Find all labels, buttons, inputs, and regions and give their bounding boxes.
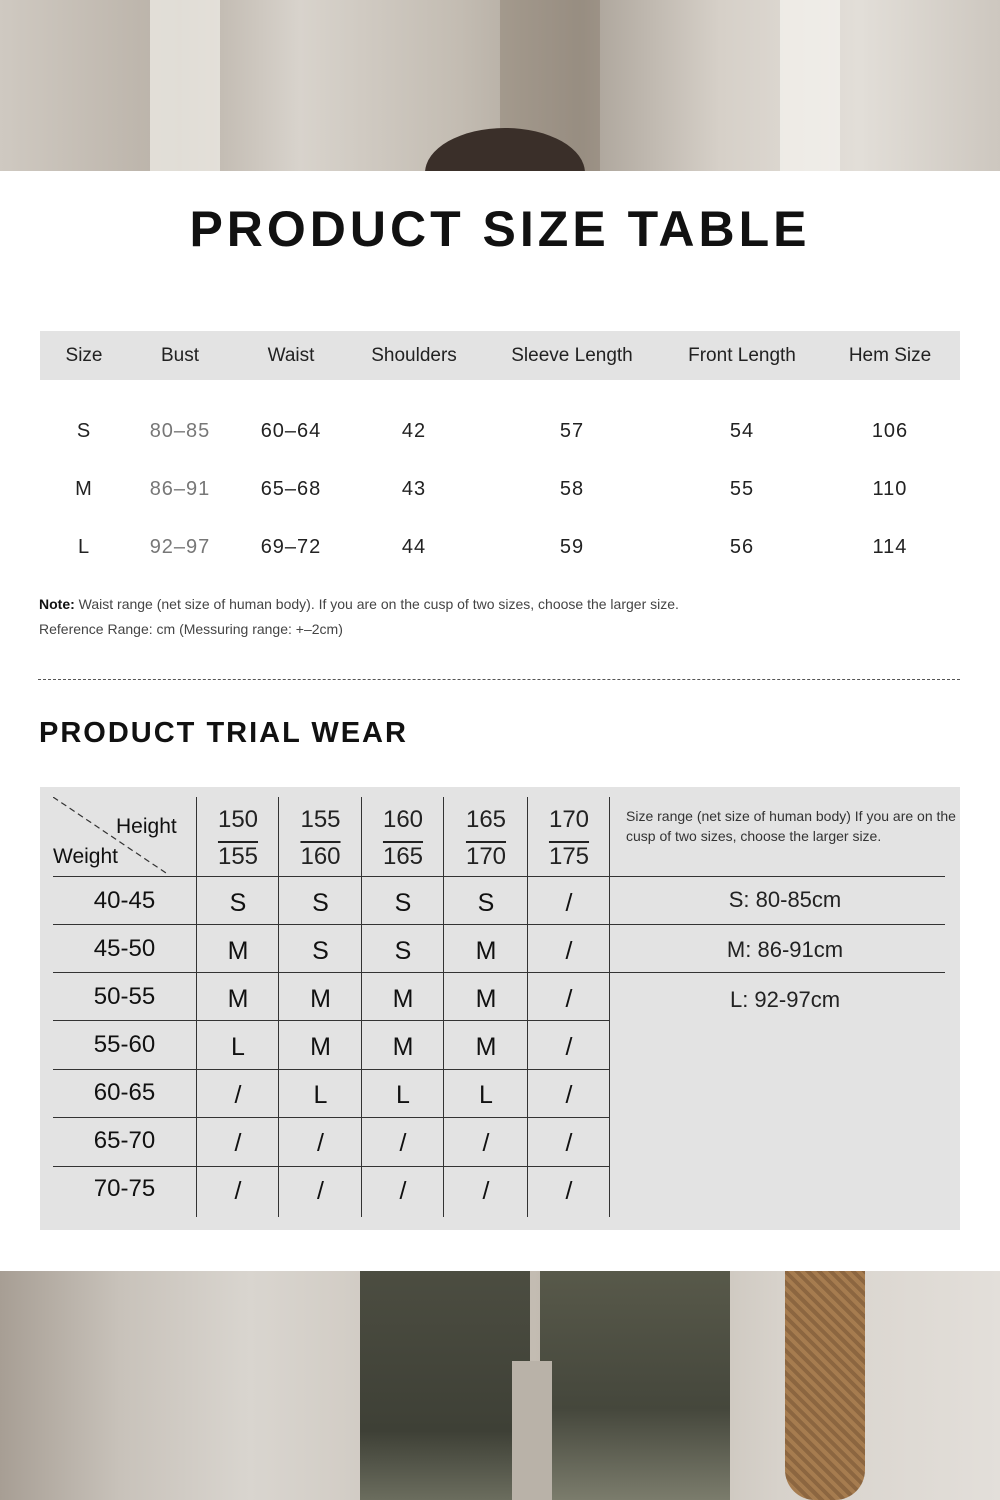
cell-sleeve-length: 57	[559, 420, 585, 442]
cell-sleeve-length: 58	[559, 478, 585, 500]
recommended-size-cell: S	[229, 889, 247, 917]
recommended-size-cell: L	[313, 1081, 328, 1109]
weight-row-label: 50-55	[93, 983, 156, 1010]
recommended-size-cell: S	[394, 889, 412, 917]
recommended-size-cell: M	[475, 937, 497, 965]
height-to: 160	[300, 843, 341, 870]
recommended-size-cell: /	[565, 985, 573, 1013]
recommended-size-cell: /	[565, 1129, 573, 1157]
header-sleeve-length: Sleeve Length	[511, 345, 633, 366]
recommended-size-cell: /	[565, 1081, 573, 1109]
weight-row-label: 70-75	[93, 1175, 156, 1202]
size-note	[39, 596, 679, 612]
top-photo	[0, 0, 1000, 171]
note-text: Waist range (net size of human body). If you are on the cusp of two sizes, choose the larger size.	[74, 596, 679, 612]
weight-row-label: 65-70	[93, 1127, 156, 1154]
corner-weight-label: Weight	[53, 845, 118, 868]
size-range-l: L: 92-97cm	[729, 987, 841, 1012]
cell-bust: 80–85	[149, 420, 211, 442]
height-to: 165	[382, 843, 424, 870]
recommended-size-cell: M	[310, 1033, 331, 1061]
cell-size: S	[76, 420, 92, 442]
recommended-size-cell: M	[310, 985, 331, 1013]
trial-wear-title: PRODUCT TRIAL WEAR	[39, 717, 408, 749]
cell-waist: 69–72	[260, 536, 322, 558]
cell-shoulders: 42	[401, 420, 427, 442]
recommended-size-cell: S	[477, 889, 495, 917]
recommended-size-cell: /	[565, 937, 573, 965]
height-from: 160	[382, 806, 424, 833]
recommended-size-cell: M	[475, 1033, 497, 1061]
size-row-m	[40, 469, 960, 509]
recommended-size-cell: /	[399, 1177, 407, 1205]
recommended-size-cell: M	[392, 1033, 414, 1061]
note-label: Note:	[39, 596, 75, 612]
recommended-size-cell: M	[227, 937, 249, 965]
height-to: 175	[548, 843, 590, 870]
recommended-size-cell: M	[227, 985, 249, 1013]
size-range-s: S: 80-85cm	[728, 887, 842, 912]
bottom-photo	[0, 1271, 1000, 1500]
cell-waist: 60–64	[260, 420, 322, 442]
size-range-m: M: 86-91cm	[726, 937, 844, 962]
cell-front-length: 55	[729, 478, 755, 500]
reference-range-note: Reference Range: cm (Messuring range: +–2cm)	[39, 621, 343, 637]
height-from: 150	[217, 806, 259, 833]
size-table-header	[40, 331, 960, 380]
cell-size: M	[75, 478, 93, 500]
header-front-length: Front Length	[688, 345, 796, 366]
height-from: 170	[548, 806, 590, 833]
recommended-size-cell: S	[312, 889, 329, 917]
height-from: 155	[300, 806, 341, 833]
recommended-size-cell: S	[394, 937, 412, 965]
recommended-size-cell: M	[475, 985, 497, 1013]
header-hem-size: Hem Size	[848, 345, 932, 366]
weight-row-label: 40-45	[93, 887, 156, 914]
cell-shoulders: 43	[401, 478, 427, 500]
height-col-4	[444, 801, 528, 875]
recommended-size-cell: /	[234, 1177, 242, 1205]
weight-row-label: 45-50	[93, 935, 156, 962]
cell-hem-size: 106	[871, 420, 909, 442]
cell-front-length: 54	[729, 420, 755, 442]
height-col-3	[362, 801, 444, 875]
height-to: 155	[217, 843, 259, 870]
recommended-size-cell: M	[392, 985, 414, 1013]
weight-row-label: 60-65	[93, 1079, 156, 1106]
recommended-size-cell: /	[565, 1177, 573, 1205]
height-col-5	[528, 801, 610, 875]
recommended-size-cell: /	[482, 1129, 490, 1157]
dashed-divider	[38, 679, 960, 680]
cell-hem-size: 110	[872, 478, 908, 500]
recommended-size-cell: /	[399, 1129, 407, 1157]
recommended-size-cell: /	[565, 1033, 573, 1061]
cell-size: L	[77, 536, 91, 558]
height-col-1	[197, 801, 279, 875]
cell-shoulders: 44	[401, 536, 427, 558]
recommended-size-cell: /	[482, 1177, 490, 1205]
recommended-size-cell: /	[565, 889, 573, 917]
cell-bust: 92–97	[149, 536, 211, 558]
size-row-s	[40, 411, 960, 451]
cell-front-length: 56	[729, 536, 755, 558]
weight-row-label: 55-60	[93, 1031, 156, 1058]
header-waist: Waist	[267, 345, 315, 366]
cell-waist: 65–68	[260, 478, 322, 500]
header-size: Size	[65, 345, 103, 366]
recommended-size-cell: S	[312, 937, 329, 965]
recommended-size-cell: L	[396, 1081, 410, 1109]
cell-bust: 86–91	[149, 478, 211, 500]
recommended-size-cell: /	[317, 1177, 324, 1205]
recommended-size-cell: L	[479, 1081, 493, 1109]
height-to: 170	[465, 843, 507, 870]
header-shoulders: Shoulders	[371, 345, 457, 366]
recommended-size-cell: /	[317, 1129, 324, 1157]
size-range-note: Size range (net size of human body) If you are on the cusp of two sizes, choose the larger size.	[626, 808, 956, 844]
cell-sleeve-length: 59	[559, 536, 585, 558]
header-bust: Bust	[160, 345, 200, 366]
knit-bag-photo	[785, 1271, 865, 1500]
height-col-2	[279, 801, 362, 875]
corner-height-label: Height	[116, 815, 177, 838]
recommended-size-cell: L	[231, 1033, 245, 1061]
recommended-size-cell: /	[234, 1081, 242, 1109]
height-from: 165	[465, 806, 507, 833]
page-title: PRODUCT SIZE TABLE	[189, 201, 811, 257]
cell-hem-size: 114	[872, 536, 908, 558]
size-row-l	[40, 527, 960, 567]
recommended-size-cell: /	[234, 1129, 242, 1157]
